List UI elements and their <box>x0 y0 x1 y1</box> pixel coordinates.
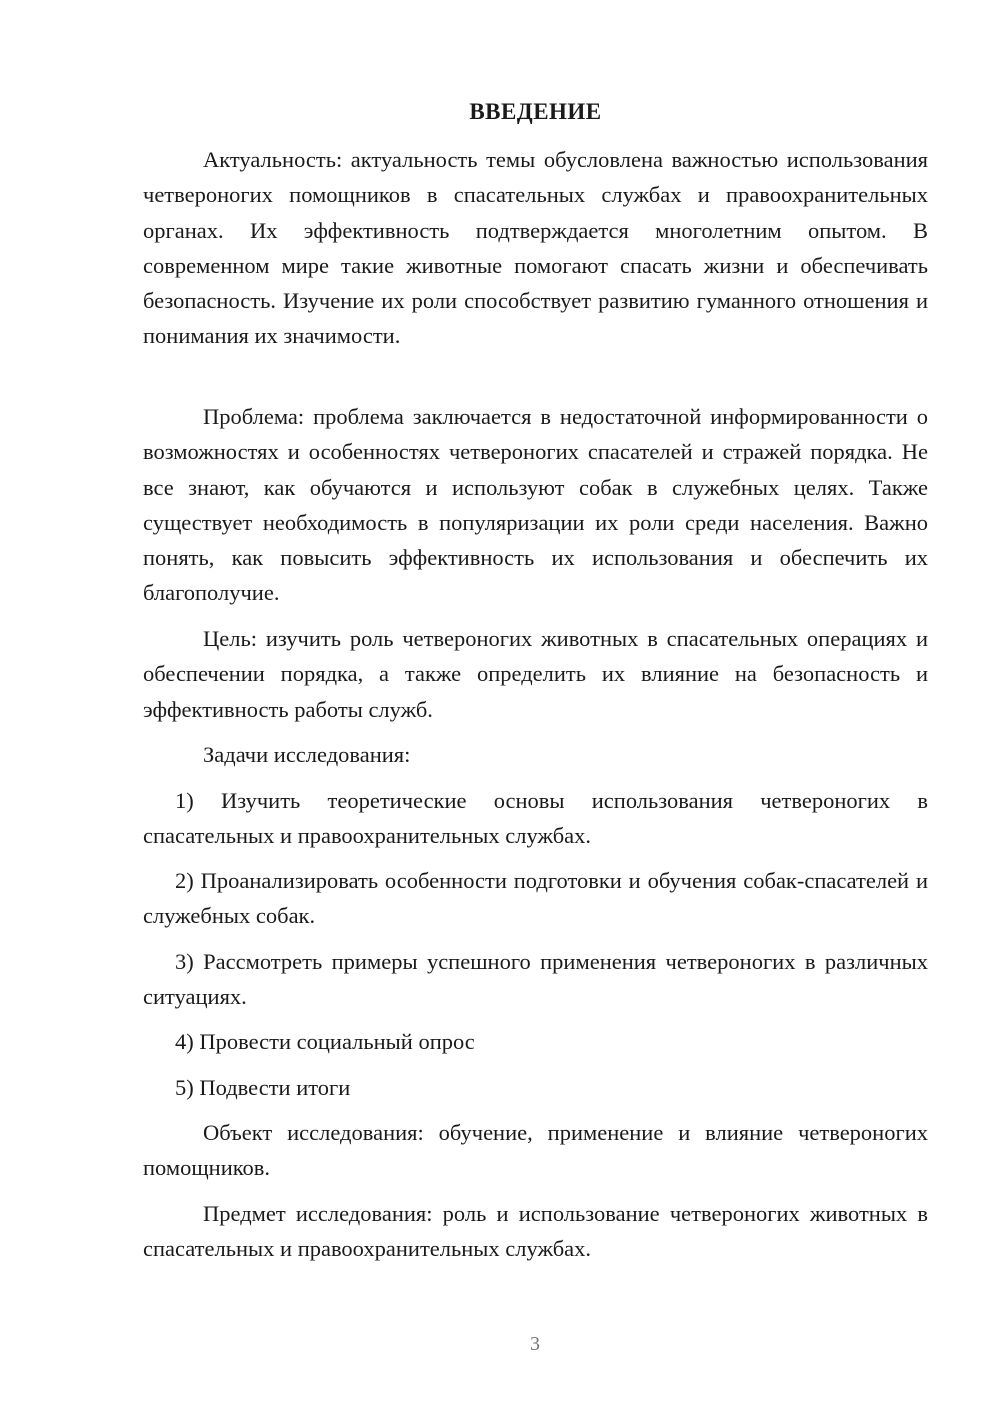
task-item-5: 5) Подвести итоги <box>175 1075 351 1100</box>
object-paragraph: Объект исследования: обучение, применение и влияние четвероногих помощников. <box>143 1120 928 1181</box>
goal-paragraph: Цель: изучить роль четвероногих животных в спасательных операциях и обеспечении порядка, а также определить их влияние на безопасность и эффективность работы служб. <box>143 626 928 722</box>
tasks-heading: Задачи исследования: <box>203 742 411 767</box>
task-item-4: 4) Провести социальный опрос <box>175 1029 475 1054</box>
subject-paragraph: Предмет исследования: роль и использование четвероногих животных в спасательных и правоохранительных службах. <box>143 1201 928 1262</box>
problem-paragraph: Проблема: проблема заключается в недостаточной информированности о возможностях и особенностях четвероногих спасателей и стражей порядка. Не все знают, как обучаются и используют собак в служебных целях. Также существует необходимость в популяризации их роли среди населения. Важно понять, как повысить эффективность их использования и обеспечить их благополучие. <box>143 404 928 606</box>
task-item-1: 1) Изучить теоретические основы использования четвероногих в спасательных и правоохранительных службах. <box>143 788 928 849</box>
task-item-3: 3) Рассмотреть примеры успешного применения четвероногих в различных ситуациях. <box>143 949 928 1010</box>
task-item-2: 2) Проанализировать особенности подготовки и обучения собак-спасателей и служебных собак. <box>143 868 928 929</box>
page-number: 3 <box>530 1333 540 1355</box>
page-heading: ВВЕДЕНИЕ <box>469 99 602 124</box>
relevance-paragraph: Актуальность: актуальность темы обусловлена важностью использования четвероногих помощников в спасательных службах и правоохранительных органах. Их эффективность подтверждается многолетним опытом. В современном мире такие животные помогают спасать жизни и обеспечивать безопасность. Изучение их роли способствует развитию гуманного отношения и понимания их значимости. <box>143 147 928 349</box>
